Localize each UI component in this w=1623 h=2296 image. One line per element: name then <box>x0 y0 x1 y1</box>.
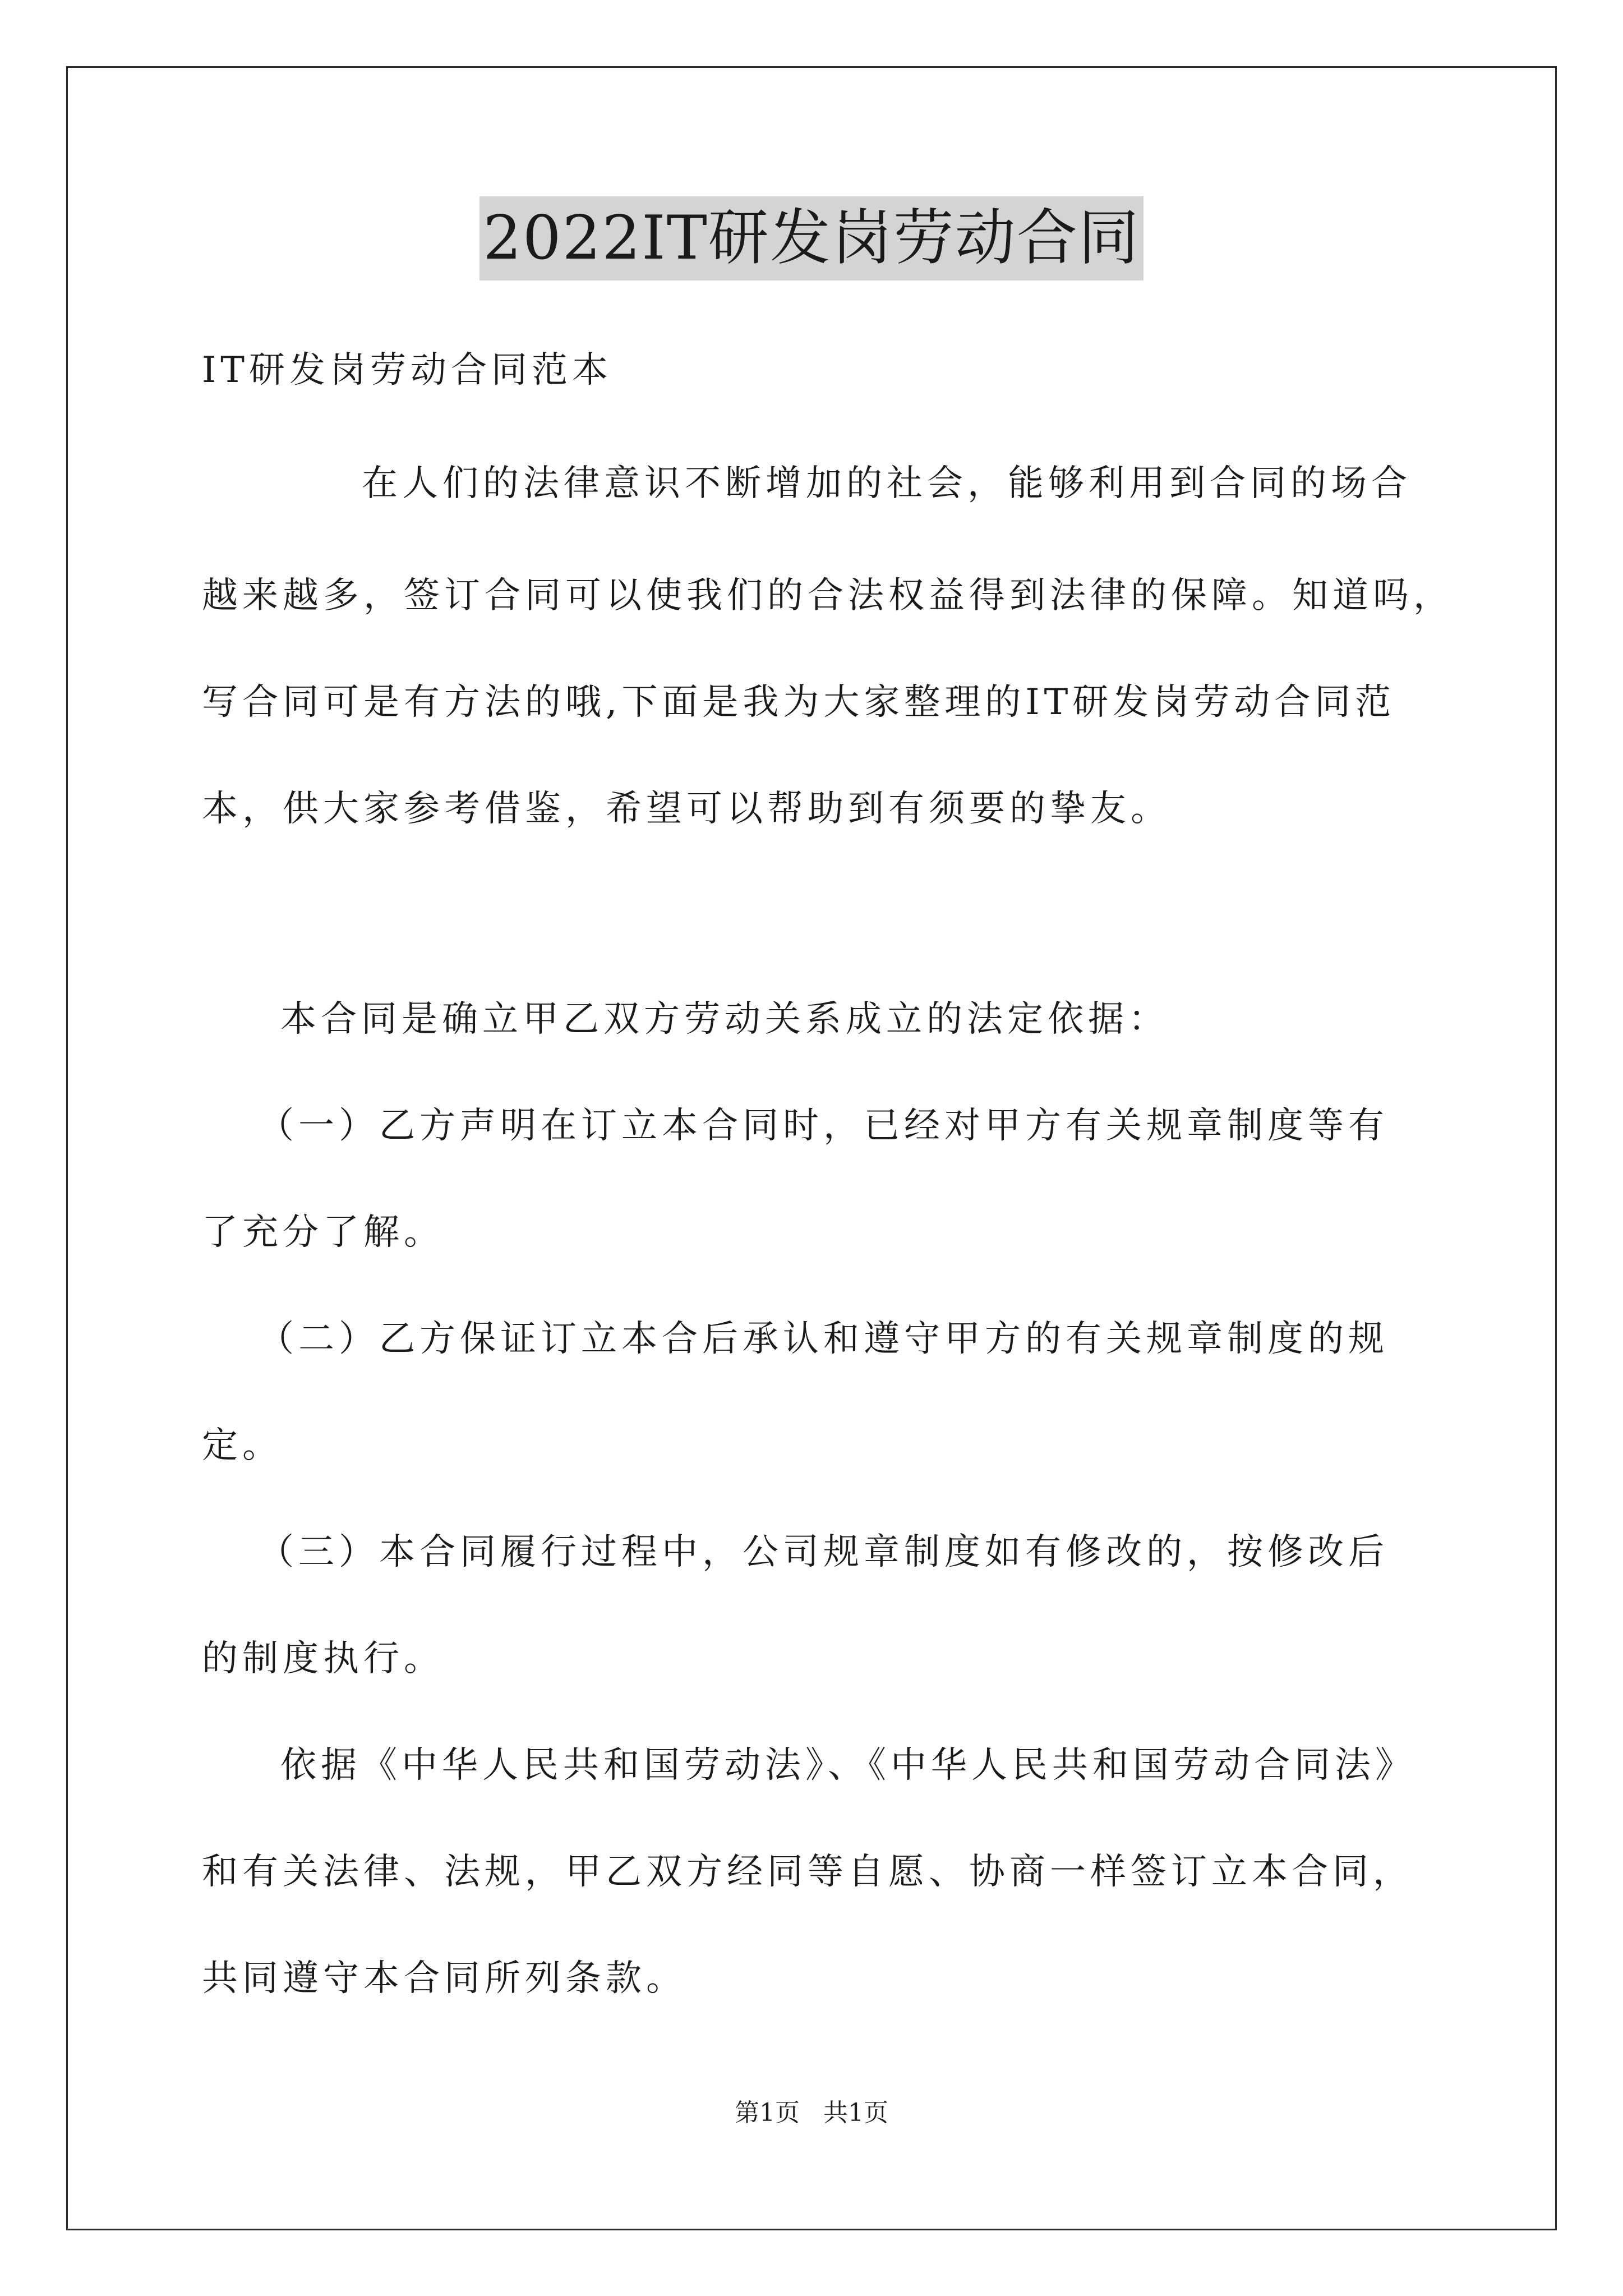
paragraph-line: 在人们的法律意识不断增加的社会，能够利用到合同的场合 <box>362 463 1412 504</box>
document-title: 2022IT研发岗劳动合同 <box>479 196 1144 280</box>
document-subtitle: IT研发岗劳动合同范本 <box>202 349 612 391</box>
paragraph-line: 和有关法律、法规，甲乙双方经同等自愿、协商一样签订立本合同， <box>202 1851 1413 1893</box>
paragraph-line: 依据《中华人民共和国劳动法》、《中华人民共和国劳动合同法》 <box>280 1745 1415 1786</box>
paragraph-line: 越来越多，签订合同可以使我们的合法权益得到法律的保障。知道吗， <box>202 575 1454 616</box>
paragraph-line: 写合同可是有方法的哦,下面是我为大家整理的IT研发岗劳动合同范 <box>202 682 1396 723</box>
title-container <box>0 196 1623 280</box>
page-total: 共1页 <box>823 2099 888 2127</box>
paragraph-line: 本合同是确立甲乙双方劳动关系成立的法定依据： <box>280 999 1169 1040</box>
paragraph-line: 定。 <box>202 1425 283 1466</box>
paragraph-line: 了充分了解。 <box>202 1212 444 1253</box>
paragraph-line: （二）乙方保证订立本合后承认和遵守甲方的有关规章制度的规 <box>258 1318 1389 1360</box>
paragraph-line: 的制度执行。 <box>202 1638 444 1680</box>
paragraph-line: （一）乙方声明在订立本合同时，已经对甲方有关规章制度等有 <box>258 1105 1389 1147</box>
paragraph-line: 本，供大家参考借鉴，希望可以帮助到有须要的挚友。 <box>202 788 1171 830</box>
page-footer <box>0 2096 1623 2130</box>
paragraph-line: 共同遵守本合同所列条款。 <box>202 1958 686 1999</box>
paragraph-line: （三）本合同履行过程中，公司规章制度如有修改的，按修改后 <box>258 1531 1389 1573</box>
page-number: 第1页 <box>735 2099 800 2127</box>
